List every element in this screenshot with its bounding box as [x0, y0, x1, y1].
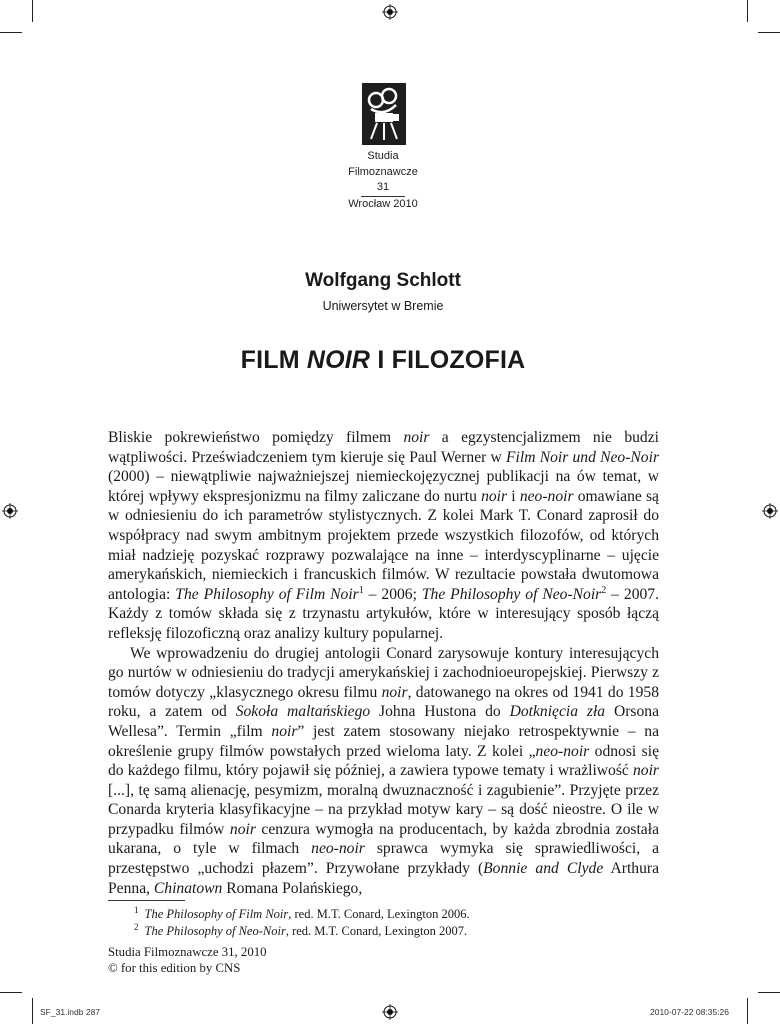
text-run: sprawca wymyka się sprawiedliwości, a przestępstwo „uchodzi płazem”. Przywołane przykłady ( — [108, 840, 659, 878]
text-italic: noir — [633, 762, 659, 780]
text-italic: noir — [403, 429, 430, 446]
title-italic: NOIR — [306, 346, 371, 374]
registration-mark-icon — [762, 503, 778, 519]
body-paragraph — [108, 644, 659, 899]
text-italic: neo-noir — [311, 840, 365, 858]
journal-number: 31 — [376, 181, 390, 193]
text-italic: noir — [381, 683, 408, 701]
text-run: We wprowadzeniu do drugiej antologii Conard zarysowuje kontury interesujących go nurtów w odniesieniu do tradycji amerykańskiej i zachodnioeuropejskiej. Pierwszy z tomów dotyczy „klasycznego okresu filmu — [108, 644, 659, 701]
text-italic: neo-noir — [519, 487, 574, 505]
journal-name-line1: Studia — [367, 150, 399, 162]
footnotes — [134, 906, 674, 940]
text-italic: noir — [229, 820, 256, 838]
crop-mark — [0, 992, 22, 993]
registration-mark-icon — [382, 4, 398, 20]
text-run: cenzura wymogła na producentach, by każda zbrodnia została ukarana, o tyle w filmach — [108, 820, 659, 858]
footnote-ref[interactable]: 1 — [358, 584, 364, 596]
text-run: ” jest zatem stosowany niejako retrospektywnie – na określenie grupy filmów powstałych przed wieloma laty. Z kolei „ — [108, 722, 659, 760]
crop-mark — [0, 32, 22, 33]
imprint-line2: © for this edition by CNS — [108, 961, 241, 975]
title-part: I FILOZOFIA — [370, 346, 526, 374]
crop-mark — [758, 32, 780, 33]
registration-mark-icon — [2, 503, 18, 519]
crop-mark — [32, 998, 33, 1024]
crop-mark — [747, 998, 748, 1024]
text-run: Orsona Wellesa”. Termin „film — [108, 703, 659, 740]
text-italic: Dotknięcia zła — [509, 703, 606, 721]
text-italic: noir — [271, 722, 298, 740]
text-run: (2000) – niewątpliwie najważniejszej niemieckojęzycznej publikacji na ów temat, w której wpływy ekspresjonizmu na filmy zaliczane do nurtu — [108, 468, 659, 505]
footnote-number: 1 — [134, 904, 139, 915]
text-italic: The Philosophy of Neo-Noir — [421, 585, 602, 603]
journal-place-year: Wrocław 2010 — [348, 197, 418, 210]
crop-mark — [32, 0, 33, 22]
text-run: omawiane są w odniesieniu do ich parametrów stylistycznych. Z kolei Mark T. Conard zaprosił do współpracy nad swym ambitnym projektem przede wszystkich filozofów, od których miał nadzieję pozyskać rozprawy pozwalające na inne – interdyscyplinarne – ujęcie amerykańskich, niemieckich i francuskich filmów. W rezultacie powstała dwutomowa antologia: — [108, 487, 659, 603]
text-italic: noir — [481, 487, 508, 505]
text-italic: Chinatown — [153, 879, 223, 897]
crop-mark — [758, 992, 780, 993]
text-run: Bliskie pokrewieństwo pomiędzy filmem — [108, 429, 404, 446]
body-paragraph — [108, 428, 659, 644]
text-run: Johna Hustona do — [370, 703, 510, 721]
journal-name-line2: Filmoznawcze — [348, 165, 418, 178]
footnote — [134, 923, 674, 940]
footnote-number: 2 — [134, 921, 139, 932]
imprint-line1: Studia Filmoznawcze 31, 2010 — [108, 945, 267, 959]
text-italic: Bonnie and Clyde — [483, 860, 604, 878]
text-run: – 2007. Każdy z tomów składa się z trzynastu artykułów, które w interesujący sposób łączą refleksję filozoficzną oraz analizy kultury popularnej. — [108, 585, 659, 642]
text-run: odnosi się do każdego filmu, który pojawił się później, a zawiera typowe tematy i wrażliwość — [108, 742, 659, 780]
registration-mark-icon — [382, 1004, 398, 1020]
text-italic: neo-noir — [535, 742, 590, 760]
text-run: [...], tę samą alienację, pesymizm, moralną dwuznaczność i zagubienie”. Przyjęte przez Conarda kryteria klasyfikacyjne – na przykład motyw kary – są dość nieostre. O ile w przypadku filmów — [108, 781, 659, 838]
crop-mark — [747, 0, 748, 22]
journal-logo — [362, 83, 406, 145]
footnote — [134, 906, 674, 923]
footnote-rest: , red. M.T. Conard, Lexington 2006. — [288, 907, 470, 921]
article-body — [108, 428, 659, 898]
imprint — [108, 944, 408, 976]
slug-date: 2010-07-22 08:35:26 — [650, 1007, 729, 1017]
text-run: i — [507, 487, 520, 505]
text-run: , datowanego na okres od 1941 do 1958 roku, a zatem od — [108, 683, 659, 721]
journal-info — [300, 149, 466, 212]
text-italic: The Philosophy of Film Noir — [175, 585, 359, 603]
author-affiliation: Uniwersytet w Bremie — [322, 299, 444, 313]
footnote-rest: , red. M.T. Conard, Lexington 2007. — [285, 924, 468, 938]
slug-file: SF_31.indb 287 — [40, 1007, 101, 1017]
footnote-title: The Philosophy of Film Noir — [144, 907, 289, 921]
text-italic: Sokoła maltańskiego — [235, 703, 371, 721]
footnote-title: The Philosophy of Neo-Noir — [144, 924, 286, 938]
text-run: Arthura Penna, — [108, 860, 660, 897]
footnote-divider — [108, 900, 185, 901]
article-title — [150, 346, 616, 375]
footnote-ref[interactable]: 2 — [601, 584, 607, 596]
text-italic: Film Noir und Neo-Noir — [506, 448, 660, 466]
text-run: – 2006; — [363, 585, 422, 603]
title-part: FILM — [240, 346, 307, 374]
film-camera-logo-icon — [362, 83, 406, 145]
text-run: Romana Polańskiego, — [222, 879, 363, 897]
text-run: a egzystencjalizmem nie budzi wątpliwości. Przeświadczeniem tym kieruje się Paul Werner w — [108, 429, 659, 466]
author-name: Wolfgang Schlott — [305, 270, 461, 291]
